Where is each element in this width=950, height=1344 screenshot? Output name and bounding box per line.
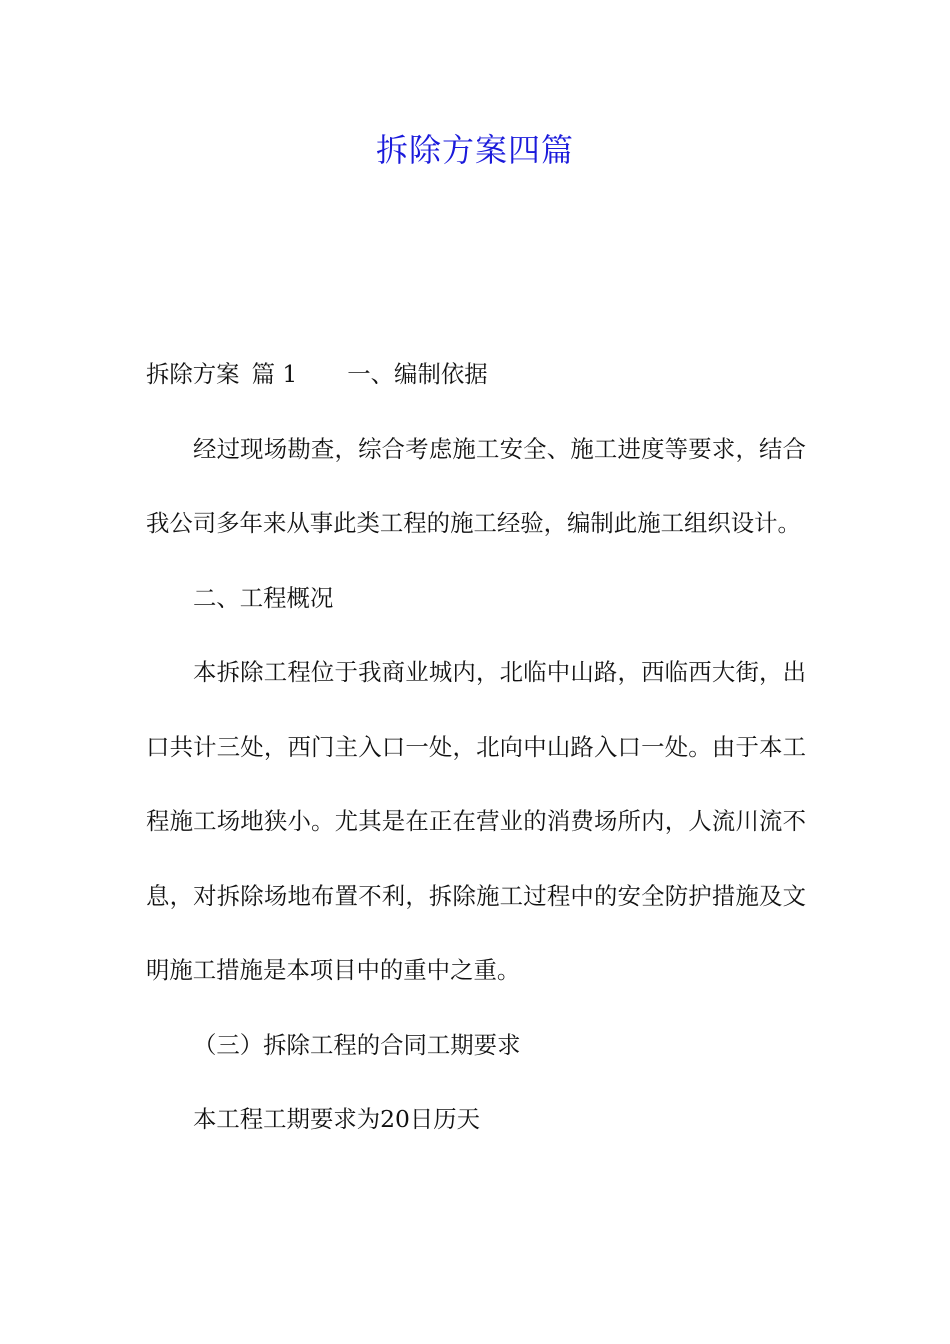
document-title: 拆除方案四篇 xyxy=(375,131,574,169)
paragraph-basis: 经过现场勘查，综合考虑施工安全、施工进度等要求，结合我公司多年来从事此类工程的施工经验，编制此施工组织设计。 xyxy=(146,434,806,537)
part-label: 拆除方案 xyxy=(146,360,240,388)
part-number: 篇 1 xyxy=(251,360,298,388)
part-heading-line xyxy=(146,337,806,412)
paragraph-overview: 本拆除工程位于我商业城内，北临中山路，西临西大街，出口共计三处，西门主入口一处，北向中山路入口一处。由于本工程施工场地狭小。尤其是在正在营业的消费场所内，人流川流不息，对拆除场地布置不利，拆除施工过程中的安全防护措施及文明施工措施是本项目中的重中之重。 xyxy=(146,658,806,984)
section-two-heading: 二、工程概况 xyxy=(193,583,334,612)
section-three-heading: （三）拆除工程的合同工期要求 xyxy=(193,1030,521,1059)
document-body xyxy=(146,337,806,1157)
paragraph-schedule: 本工程工期要求为20日历天 xyxy=(193,1105,481,1133)
section-one-heading: 一、编制依据 xyxy=(347,360,488,388)
